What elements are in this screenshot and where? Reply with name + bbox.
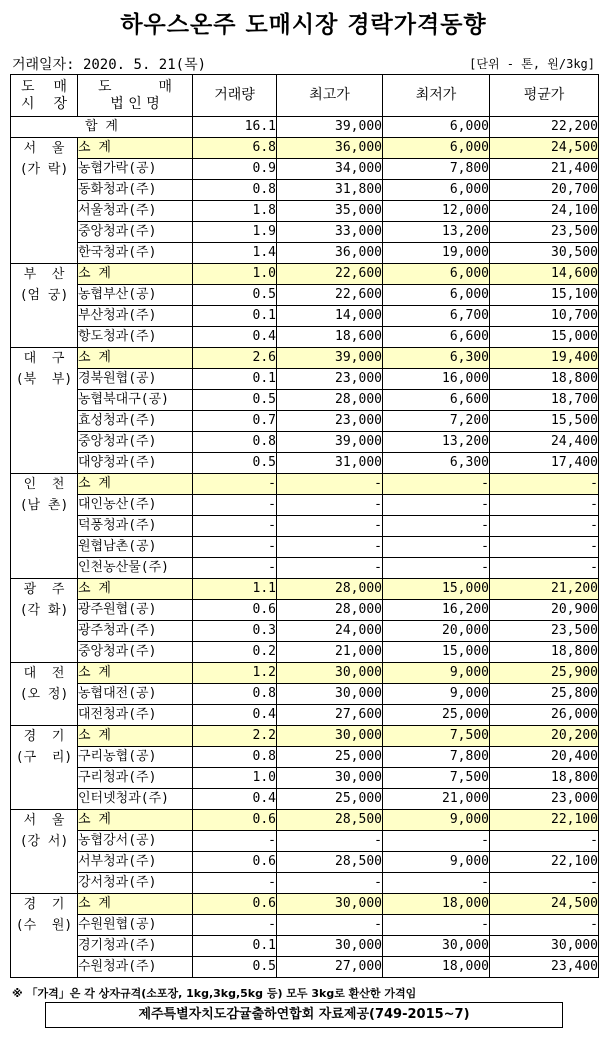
corp-name: 경북원협(공) [78,369,193,390]
corp-name: 항도청과(주) [78,327,193,348]
avg-price-cell: 25,800 [490,684,599,705]
volume-cell: - [193,537,277,558]
market-name [11,348,78,474]
min-price-cell: - [383,873,490,894]
volume-cell: 1.0 [193,264,277,285]
min-price-cell: 7,200 [383,411,490,432]
max-price-cell: - [277,495,383,516]
avg-price-cell: - [490,558,599,579]
table-row [11,936,599,957]
avg-price-cell: 20,200 [490,726,599,747]
volume-cell: - [193,474,277,495]
header-max: 최고가 [277,75,383,117]
volume-cell: 2.2 [193,726,277,747]
avg-price-cell: 20,900 [490,600,599,621]
market-name [11,726,78,810]
table-row [11,222,599,243]
volume-cell: 0.8 [193,432,277,453]
subtotal-row [11,663,599,684]
table-row [11,180,599,201]
min-price-cell: 18,000 [383,957,490,978]
corp-name: 구리농협(공) [78,747,193,768]
corp-name: 수원원협(공) [78,915,193,936]
table-row [11,831,599,852]
volume-cell: 1.2 [193,663,277,684]
max-price-cell: 28,000 [277,390,383,411]
market-name [11,138,78,264]
min-price-cell: - [383,516,490,537]
min-price-cell: 6,000 [383,138,490,159]
min-price-cell: 15,000 [383,579,490,600]
corp-name: 광주청과(주) [78,621,193,642]
avg-price-cell: 19,400 [490,348,599,369]
header-volume: 거래량 [193,75,277,117]
avg-price-cell: - [490,831,599,852]
subtotal-row [11,348,599,369]
min-price-cell: 6,300 [383,453,490,474]
table-row [11,915,599,936]
max-price-cell: 34,000 [277,159,383,180]
corp-name: 덕풍청과(주) [78,516,193,537]
volume-cell: - [193,558,277,579]
volume-cell: 0.5 [193,390,277,411]
avg-price-cell: 18,800 [490,768,599,789]
subtotal-row [11,810,599,831]
total-label: 합 계 [11,117,193,138]
table-row [11,558,599,579]
header-avg: 평균가 [490,75,599,117]
min-price-cell: 13,200 [383,222,490,243]
volume-cell: 1.8 [193,201,277,222]
market-district: (수 원) [15,918,73,933]
min-price-cell: 6,700 [383,306,490,327]
market-name [11,663,78,726]
corp-name: 부산청과(주) [78,306,193,327]
market-district: (각 화) [19,603,69,618]
max-price-cell: 18,600 [277,327,383,348]
corp-name: 구리청과(주) [78,768,193,789]
market-city: 대 전 [23,666,65,681]
market-district: (북 부) [15,372,73,387]
corp-name: 경기청과(주) [78,936,193,957]
corp-name: 소 계 [78,264,193,285]
market-city: 경 기 [23,729,65,744]
avg-price-cell: 21,200 [490,579,599,600]
corp-name: 소 계 [78,138,193,159]
volume-cell: 1.9 [193,222,277,243]
volume-cell: 0.4 [193,789,277,810]
market-name [11,474,78,579]
avg-price-cell: 22,100 [490,852,599,873]
corp-name: 소 계 [78,579,193,600]
market-city: 광 주 [23,582,65,597]
corp-name: 농협가락(공) [78,159,193,180]
corp-name: 강서청과(주) [78,873,193,894]
max-price-cell: 30,000 [277,894,383,915]
avg-price-cell: 30,500 [490,243,599,264]
corp-name: 효성청과(주) [78,411,193,432]
market-name [11,579,78,663]
corp-name: 서울청과(주) [78,201,193,222]
volume-cell: - [193,873,277,894]
corp-name: 중앙청과(주) [78,432,193,453]
footnote: ※ 「가격」은 각 상자규격(소포장, 1kg,3kg,5kg 등) 모두 3kg로 환산한 가격임 [12,987,417,1000]
market-city: 인 천 [23,477,65,492]
avg-price-cell: - [490,873,599,894]
min-price-cell: 12,000 [383,201,490,222]
avg-price-cell: 25,900 [490,663,599,684]
min-price-cell: 6,000 [383,180,490,201]
min-price-cell: - [383,915,490,936]
header-min: 최저가 [383,75,490,117]
max-price-cell: 30,000 [277,768,383,789]
volume-cell: 6.8 [193,138,277,159]
table-row [11,306,599,327]
min-price-cell: 16,000 [383,369,490,390]
subtotal-row [11,726,599,747]
max-price-cell: - [277,915,383,936]
corp-name: 인터넷청과(주) [78,789,193,810]
table-row [11,600,599,621]
market-city: 서 울 [23,813,65,828]
table-row [11,537,599,558]
corp-name: 농협북대구(공) [78,390,193,411]
corp-name: 수원청과(주) [78,957,193,978]
source-box: 제주특별자치도감귤출하연합회 자료제공(749-2015~7) [45,1002,563,1028]
max-price-cell: 28,500 [277,852,383,873]
max-price-cell: 39,000 [277,432,383,453]
corp-name: 한국청과(주) [78,243,193,264]
header-market: 도 매 시 장 [11,75,78,117]
volume-cell: 0.3 [193,621,277,642]
market-city: 경 기 [23,897,65,912]
corp-name: 소 계 [78,663,193,684]
max-price-cell: 30,000 [277,684,383,705]
volume-cell: 0.8 [193,684,277,705]
avg-price-cell: 20,400 [490,747,599,768]
avg-price-cell: 23,400 [490,957,599,978]
min-price-cell: 16,200 [383,600,490,621]
max-price-cell: 25,000 [277,789,383,810]
market-name [11,894,78,978]
min-price-cell: 18,000 [383,894,490,915]
page-title: 하우스온주 도매시장 경락가격동향 [120,12,487,38]
max-price-cell: - [277,474,383,495]
min-price-cell: 25,000 [383,705,490,726]
volume-cell: 0.6 [193,894,277,915]
volume-cell: 0.1 [193,369,277,390]
max-price-cell: 30,000 [277,936,383,957]
corp-name: 농협부산(공) [78,285,193,306]
volume-cell: 0.9 [193,159,277,180]
volume-cell: 0.4 [193,705,277,726]
corp-name: 소 계 [78,348,193,369]
min-price-cell: 6,300 [383,348,490,369]
min-price-cell: 6,600 [383,390,490,411]
corp-name: 대인농산(주) [78,495,193,516]
avg-price-cell: - [490,516,599,537]
price-table [10,74,599,978]
avg-price-cell: 24,500 [490,894,599,915]
avg-price-cell: - [490,495,599,516]
avg-price-cell: 18,800 [490,369,599,390]
avg-price-cell: 18,800 [490,642,599,663]
max-price-cell: 22,600 [277,264,383,285]
min-price-cell: 7,800 [383,747,490,768]
table-row [11,327,599,348]
header-corp: 도 매 법 인 명 [78,75,193,117]
max-price-cell: 23,000 [277,411,383,432]
max-price-cell: - [277,831,383,852]
avg-price-cell: 26,000 [490,705,599,726]
volume-cell: 0.6 [193,852,277,873]
min-price-cell: 6,000 [383,285,490,306]
avg-price-cell: 17,400 [490,453,599,474]
market-city: 부 산 [23,267,65,282]
min-price-cell: 21,000 [383,789,490,810]
corp-name: 농협대전(공) [78,684,193,705]
subtotal-row [11,264,599,285]
min-price-cell: - [383,495,490,516]
avg-price-cell: 18,700 [490,390,599,411]
min-price-cell: 30,000 [383,936,490,957]
volume-cell: - [193,915,277,936]
table-row [11,390,599,411]
market-city: 대 구 [23,351,65,366]
avg-price-cell: 24,100 [490,201,599,222]
table-row [11,642,599,663]
max-price-cell: 21,000 [277,642,383,663]
corp-name: 중앙청과(주) [78,642,193,663]
corp-name: 대전청과(주) [78,705,193,726]
corp-name: 소 계 [78,810,193,831]
avg-price-cell: 24,500 [490,138,599,159]
max-price-cell: 22,600 [277,285,383,306]
corp-name: 소 계 [78,474,193,495]
table-row [11,495,599,516]
max-price-cell: 27,600 [277,705,383,726]
corp-name: 광주원협(공) [78,600,193,621]
avg-price-cell: 24,400 [490,432,599,453]
volume-cell: - [193,495,277,516]
max-price-cell: 31,000 [277,453,383,474]
max-price-cell: 36,000 [277,138,383,159]
volume-cell: 1.1 [193,579,277,600]
max-price-cell: 28,000 [277,600,383,621]
volume-cell: - [193,831,277,852]
min-price-cell: 9,000 [383,684,490,705]
volume-cell: 2.6 [193,348,277,369]
market-district: (강 서) [19,834,69,849]
min-price-cell: 19,000 [383,243,490,264]
market-district: (남 촌) [19,498,69,513]
table-row [11,369,599,390]
max-price-cell: 23,000 [277,369,383,390]
market-name [11,264,78,348]
volume-cell: 0.6 [193,810,277,831]
market-district: (엄 궁) [19,288,69,303]
avg-price-cell: 22,100 [490,810,599,831]
corp-name: 대양청과(주) [78,453,193,474]
avg-price-cell: 23,500 [490,621,599,642]
min-price-cell: 6,600 [383,327,490,348]
table-row [11,852,599,873]
volume-cell: 0.5 [193,285,277,306]
trade-date: 거래일자: 2020. 5. 21(목) [12,57,207,73]
volume-cell: 0.5 [193,453,277,474]
min-price-cell: 7,800 [383,159,490,180]
volume-cell: 0.4 [193,327,277,348]
min-price-cell: 9,000 [383,810,490,831]
total-volume: 16.1 [193,117,277,138]
volume-cell: 1.4 [193,243,277,264]
corp-name: 농협강서(공) [78,831,193,852]
table-row [11,159,599,180]
avg-price-cell: 15,000 [490,327,599,348]
volume-cell: 1.0 [193,768,277,789]
corp-name: 원협남촌(공) [78,537,193,558]
max-price-cell: 39,000 [277,348,383,369]
total-avg: 22,200 [490,117,599,138]
max-price-cell: - [277,516,383,537]
avg-price-cell: 14,600 [490,264,599,285]
avg-price-cell: 15,100 [490,285,599,306]
table-row [11,789,599,810]
avg-price-cell: 15,500 [490,411,599,432]
max-price-cell: 28,500 [277,810,383,831]
max-price-cell: 30,000 [277,663,383,684]
min-price-cell: 9,000 [383,663,490,684]
avg-price-cell: 23,000 [490,789,599,810]
corp-name: 서부청과(주) [78,852,193,873]
subtotal-row [11,894,599,915]
subtotal-row [11,579,599,600]
table-row [11,411,599,432]
min-price-cell: - [383,558,490,579]
max-price-cell: 28,000 [277,579,383,600]
volume-cell: 0.6 [193,600,277,621]
avg-price-cell: - [490,474,599,495]
market-district: (구 리) [15,750,73,765]
table-row [11,285,599,306]
market-district: (가 락) [19,162,69,177]
avg-price-cell: 21,400 [490,159,599,180]
min-price-cell: 7,500 [383,768,490,789]
table-row [11,453,599,474]
avg-price-cell: 30,000 [490,936,599,957]
corp-name: 소 계 [78,894,193,915]
table-row [11,873,599,894]
max-price-cell: 35,000 [277,201,383,222]
max-price-cell: - [277,537,383,558]
table-row [11,747,599,768]
market-name [11,810,78,894]
volume-cell: 0.7 [193,411,277,432]
max-price-cell: 36,000 [277,243,383,264]
table-row [11,243,599,264]
min-price-cell: - [383,474,490,495]
volume-cell: 0.5 [193,957,277,978]
avg-price-cell: - [490,915,599,936]
min-price-cell: 7,500 [383,726,490,747]
total-row [11,117,599,138]
corp-name: 소 계 [78,726,193,747]
max-price-cell: 30,000 [277,726,383,747]
table-row [11,621,599,642]
max-price-cell: - [277,873,383,894]
min-price-cell: - [383,831,490,852]
volume-cell: - [193,516,277,537]
max-price-cell: - [277,558,383,579]
volume-cell: 0.2 [193,642,277,663]
min-price-cell: 6,000 [383,264,490,285]
avg-price-cell: - [490,537,599,558]
max-price-cell: 25,000 [277,747,383,768]
max-price-cell: 14,000 [277,306,383,327]
min-price-cell: 15,000 [383,642,490,663]
max-price-cell: 31,800 [277,180,383,201]
total-min: 6,000 [383,117,490,138]
table-row [11,768,599,789]
corp-name: 인천농산물(주) [78,558,193,579]
table-row [11,684,599,705]
total-max: 39,000 [277,117,383,138]
corp-name: 중앙청과(주) [78,222,193,243]
avg-price-cell: 23,500 [490,222,599,243]
max-price-cell: 27,000 [277,957,383,978]
min-price-cell: 20,000 [383,621,490,642]
table-row [11,957,599,978]
volume-cell: 0.1 [193,306,277,327]
max-price-cell: 33,000 [277,222,383,243]
min-price-cell: - [383,537,490,558]
subtotal-row [11,474,599,495]
volume-cell: 0.8 [193,180,277,201]
max-price-cell: 24,000 [277,621,383,642]
volume-cell: 0.8 [193,747,277,768]
min-price-cell: 13,200 [383,432,490,453]
table-row [11,705,599,726]
corp-name: 동화청과(주) [78,180,193,201]
table-row [11,432,599,453]
market-city: 서 울 [23,141,65,156]
avg-price-cell: 10,700 [490,306,599,327]
table-row [11,516,599,537]
table-row [11,201,599,222]
subtotal-row [11,138,599,159]
unit-label: [단위 - 톤, 원/3kg] [469,57,595,71]
min-price-cell: 9,000 [383,852,490,873]
market-district: (오 정) [19,687,69,702]
table-header-row [11,75,599,117]
volume-cell: 0.1 [193,936,277,957]
avg-price-cell: 20,700 [490,180,599,201]
